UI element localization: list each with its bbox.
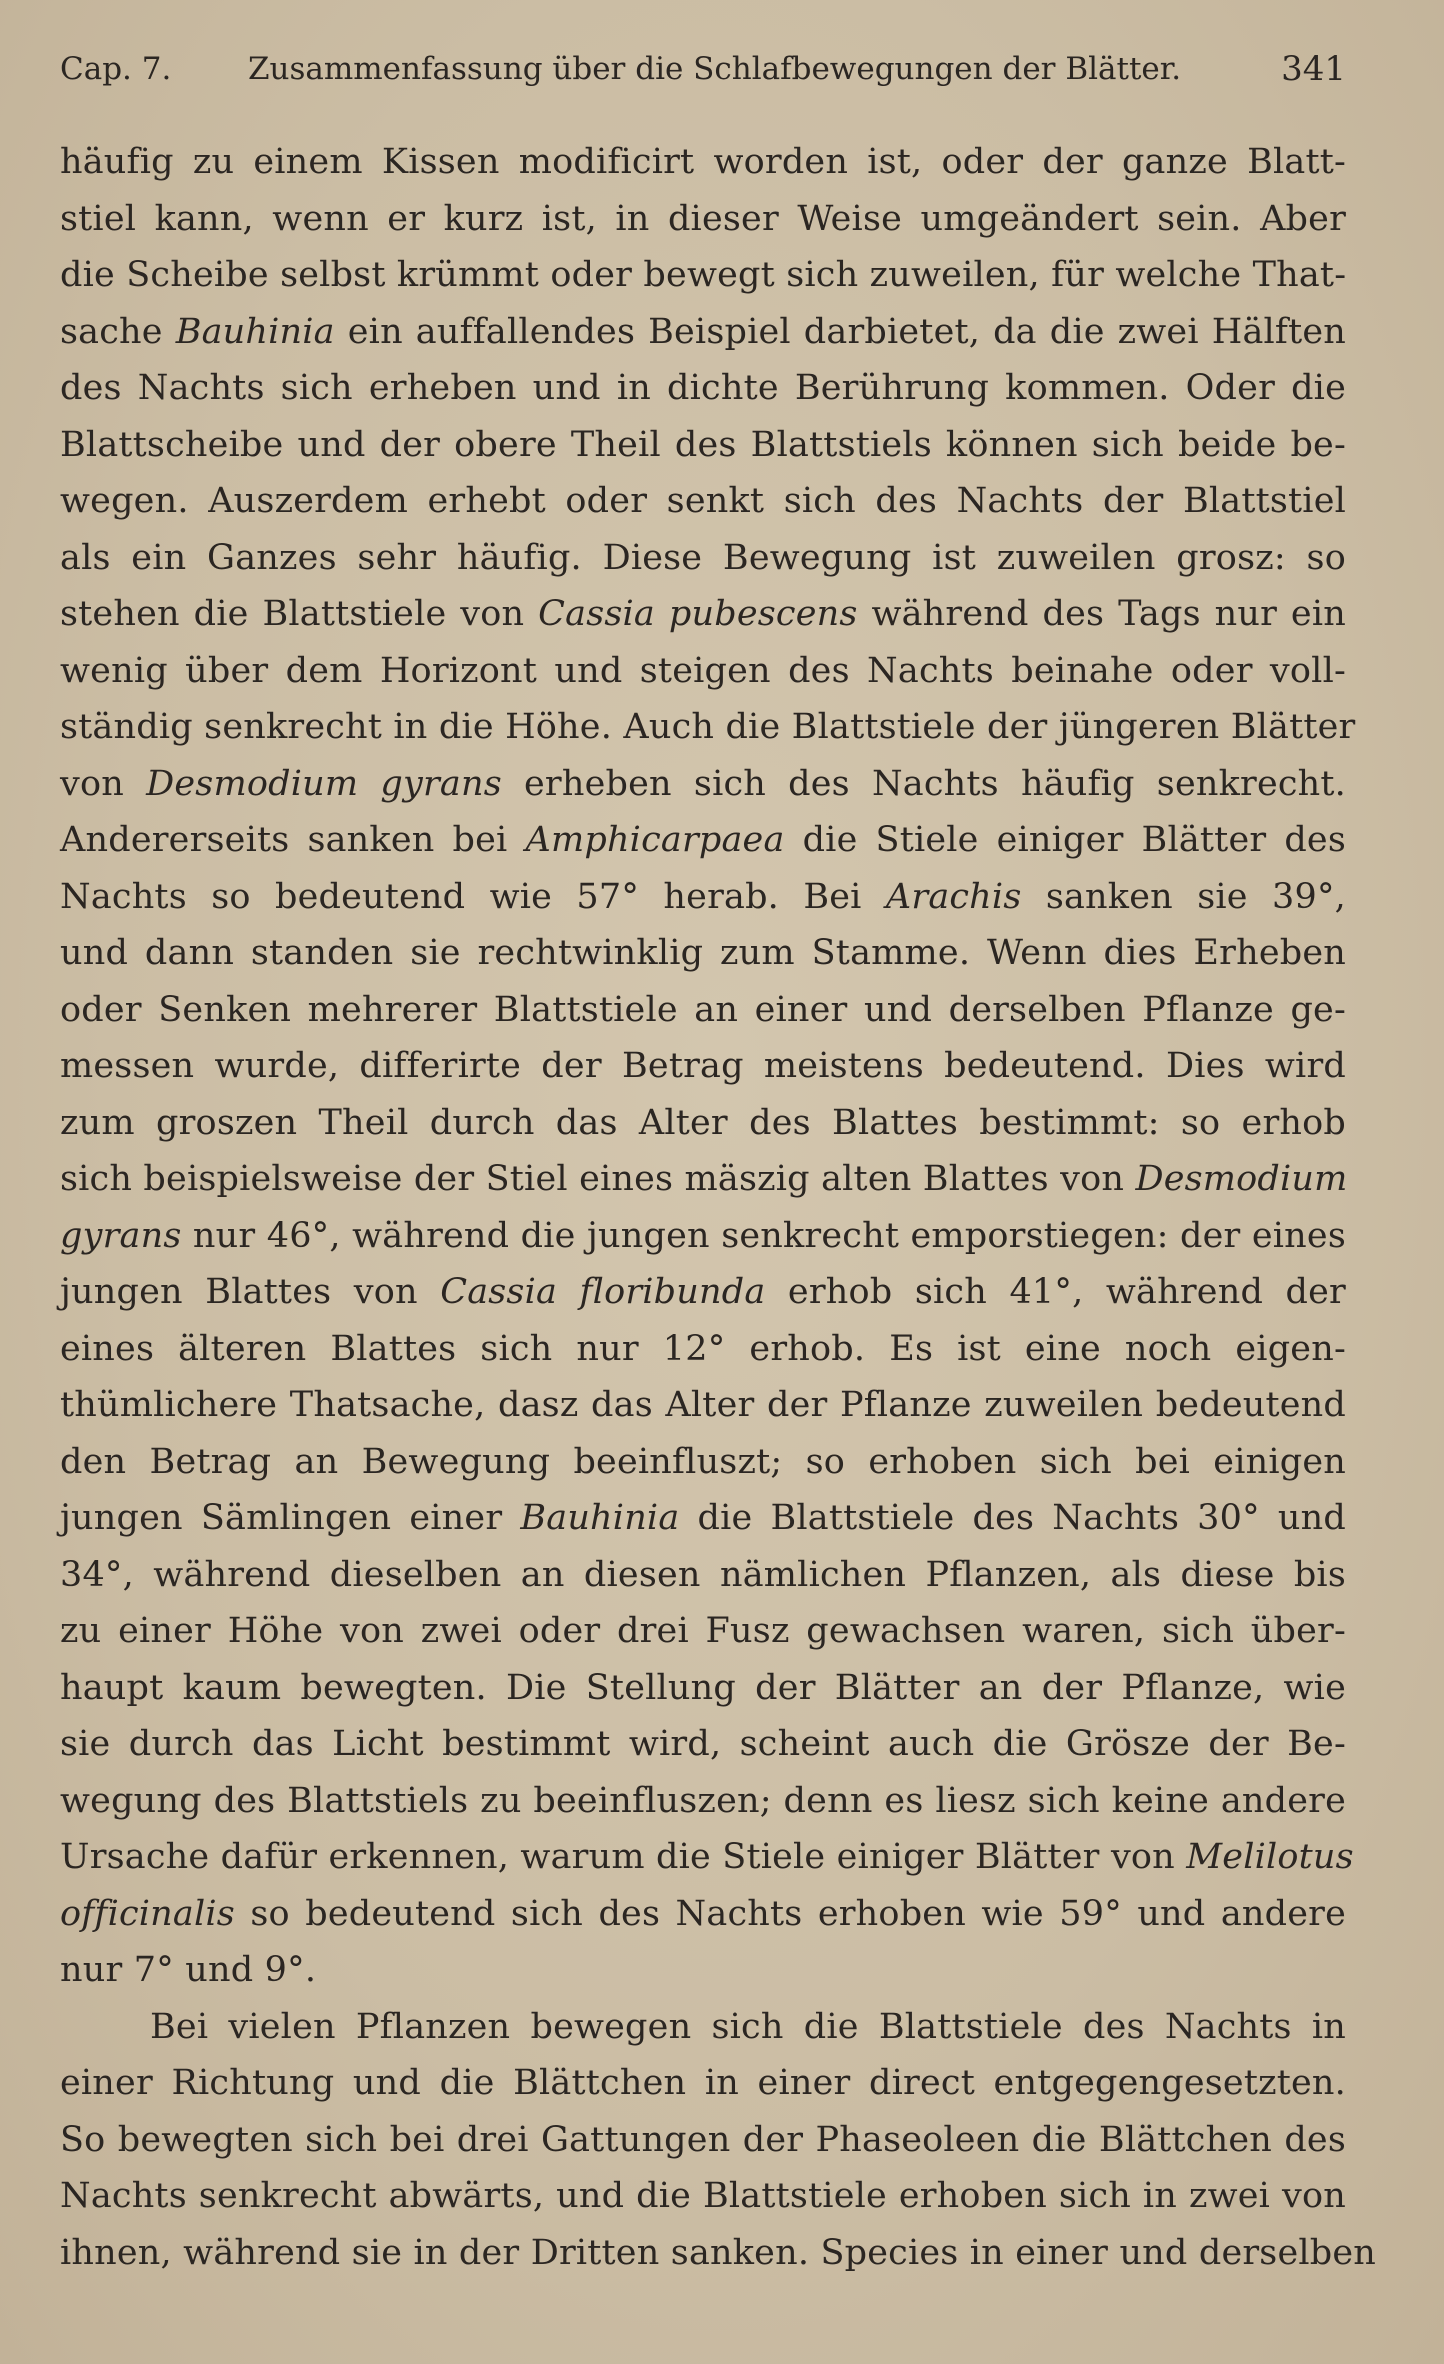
text-run: sache <box>60 311 176 352</box>
text-run: die Stiele einiger Blätter des <box>784 820 1347 860</box>
text-run: einer Richtung und die Blättchen in einer direct entgegengesetzten. <box>60 2063 1346 2103</box>
page-header <box>60 44 1346 94</box>
text-run: jungen Blattes von <box>60 1272 441 1312</box>
text-run: messen wurde, differirte der Betrag meistens bedeutend. Dies wird <box>60 1046 1346 1086</box>
text-line <box>60 2055 1346 2112</box>
text-line <box>60 417 1346 474</box>
text-line <box>60 1377 1346 1434</box>
text-run: und dann standen sie rechtwinklig zum Stamme. Wenn dies Erheben <box>60 933 1346 973</box>
text-run: zu einer Höhe von zwei oder drei Fusz gewachsen waren, sich über- <box>60 1611 1346 1651</box>
text-run: häufig zu einem Kissen modificirt worden ist, oder der ganze Blatt- <box>60 142 1346 182</box>
text-line <box>60 247 1346 304</box>
text-line <box>60 2168 1346 2225</box>
text-run: wegung des Blattstiels zu beeinfluszen; denn es liesz sich keine andere <box>60 1780 1346 1821</box>
text-line <box>60 1773 1346 1830</box>
text-line <box>60 1095 1346 1152</box>
text-run: so bedeutend sich des Nachts erhoben wie 59° und andere <box>234 1893 1346 1934</box>
italic-term: Arachis <box>885 876 1022 917</box>
text-run: stiel kann, wenn er kurz ist, in dieser Weise umgeändert sein. Aber <box>60 198 1346 239</box>
text-line <box>60 1999 1346 2056</box>
chapter-label: Cap. 7. <box>60 51 172 87</box>
text-line <box>60 812 1346 869</box>
text-run: So bewegten sich bei drei Gattungen der Phaseoleen die Blättchen des <box>60 2119 1346 2160</box>
text-run: des Nachts sich erheben und in dichte Berührung kommen. Oder die <box>60 368 1346 408</box>
text-line <box>60 1547 1346 1604</box>
text-line <box>60 1942 1346 1999</box>
italic-term: Amphicarpaea <box>525 820 785 860</box>
text-run: oder Senken mehrerer Blattstiele an einer und derselben Pflanze ge- <box>60 989 1346 1030</box>
text-run: die Scheibe selbst krümmt oder bewegt sich zuweilen, für welche That- <box>60 255 1347 295</box>
page-number: 341 <box>1281 49 1346 89</box>
text-line <box>60 1490 1346 1547</box>
text-line <box>60 1434 1346 1491</box>
text-line <box>60 2112 1346 2169</box>
text-run: sanken sie 39°, <box>1021 876 1346 917</box>
text-run: eines älteren Blattes sich nur 12° erhob. Es ist eine noch eigen- <box>60 1328 1346 1369</box>
italic-term: Melilotus <box>1186 1837 1354 1877</box>
text-line <box>60 134 1346 191</box>
text-line <box>60 925 1346 982</box>
text-run: während des Tags nur ein <box>857 594 1346 634</box>
text-line <box>60 191 1346 248</box>
text-run: nur 46°, während die jungen senkrecht emporstiegen: der eines <box>181 1215 1346 1256</box>
text-line <box>60 643 1346 700</box>
text-line <box>60 1208 1346 1265</box>
text-line <box>60 1886 1346 1943</box>
italic-term: officinalis <box>60 1893 235 1934</box>
text-line <box>60 982 1346 1039</box>
text-run: als ein Ganzes sehr häufig. Diese Bewegung ist zuweilen grosz: so <box>60 537 1346 578</box>
text-run: nur 7° und 9°. <box>60 1950 317 1990</box>
running-title: Zusammenfassung über die Schlafbewegungen der Blätter. <box>248 51 1182 87</box>
text-line <box>60 869 1346 926</box>
italic-term: Cassia floribunda <box>440 1272 766 1312</box>
text-line <box>60 2225 1377 2282</box>
italic-term: Cassia pubescens <box>538 594 858 634</box>
text-run: erhob sich 41°, während der <box>765 1272 1346 1312</box>
text-line <box>60 360 1346 417</box>
text-run: Blattscheibe und der obere Theil des Blattstiels können sich beide be- <box>60 424 1346 465</box>
text-run: ständig senkrecht in die Höhe. Auch die Blattstiele der jüngeren Blätter <box>60 707 1356 747</box>
body-text <box>60 134 1377 2281</box>
text-run: sie durch das Licht bestimmt wird, scheint auch die Grösze der Be- <box>60 1724 1346 1764</box>
text-line <box>60 473 1346 530</box>
text-run: den Betrag an Bewegung beeinfluszt; so erhoben sich bei einigen <box>60 1441 1346 1482</box>
text-run: Nachts senkrecht abwärts, und die Blattstiele erhoben sich in zwei von <box>60 2176 1346 2216</box>
text-run: jungen Sämlingen einer <box>60 1498 521 1538</box>
text-line <box>60 1264 1346 1321</box>
text-line <box>60 699 1356 756</box>
text-run: thümlichere Thatsache, dasz das Alter der Pflanze zuweilen bedeutend <box>60 1385 1346 1425</box>
text-run: erheben sich des Nachts häufig senkrecht. <box>501 763 1346 804</box>
text-line <box>60 1603 1346 1660</box>
text-run: ihnen, während sie in der Dritten sanken. Species in einer und derselben <box>60 2232 1377 2273</box>
text-run: 34°, während dieselben an diesen nämlichen Pflanzen, als diese bis <box>60 1554 1346 1595</box>
text-line <box>60 304 1346 361</box>
text-line <box>60 1716 1346 1773</box>
text-line <box>60 586 1346 643</box>
italic-term: Desmodium gyrans <box>146 763 502 804</box>
text-run: zum groszen Theil durch das Alter des Blattes bestimmt: so erhob <box>60 1102 1346 1143</box>
italic-term: Bauhinia <box>520 1498 680 1538</box>
text-run: haupt kaum bewegten. Die Stellung der Blätter an der Pflanze, wie <box>60 1667 1346 1708</box>
text-run: die Blattstiele des Nachts 30° und <box>679 1498 1346 1538</box>
text-run: wegen. Auszerdem erhebt oder senkt sich des Nachts der Blattstiel <box>60 481 1346 521</box>
text-line <box>60 1038 1346 1095</box>
text-run: ein auffallendes Beispiel darbietet, da die zwei Hälften <box>334 311 1346 352</box>
italic-term: Desmodium <box>1135 1159 1348 1199</box>
text-run: von <box>60 763 147 804</box>
italic-term: Bauhinia <box>175 311 335 352</box>
italic-term: gyrans <box>60 1215 182 1256</box>
text-run: stehen die Blattstiele von <box>60 594 539 634</box>
text-line <box>60 756 1346 813</box>
text-run: Ursache dafür erkennen, warum die Stiele einiger Blätter von <box>60 1837 1187 1877</box>
text-line <box>60 1829 1354 1886</box>
text-run: wenig über dem Horizont und steigen des Nachts beinahe oder voll- <box>60 650 1346 691</box>
text-run: sich beispielsweise der Stiel eines mäszig alten Blattes von <box>60 1159 1136 1199</box>
text-run: Andererseits sanken bei <box>60 820 526 860</box>
text-line <box>60 1660 1346 1717</box>
text-line <box>60 1321 1346 1378</box>
text-run: Bei vielen Pflanzen bewegen sich die Blattstiele des Nachts in <box>150 2006 1346 2047</box>
text-line <box>60 530 1346 587</box>
text-run: Nachts so bedeutend wie 57° herab. Bei <box>60 876 886 917</box>
text-line <box>60 1151 1346 1208</box>
